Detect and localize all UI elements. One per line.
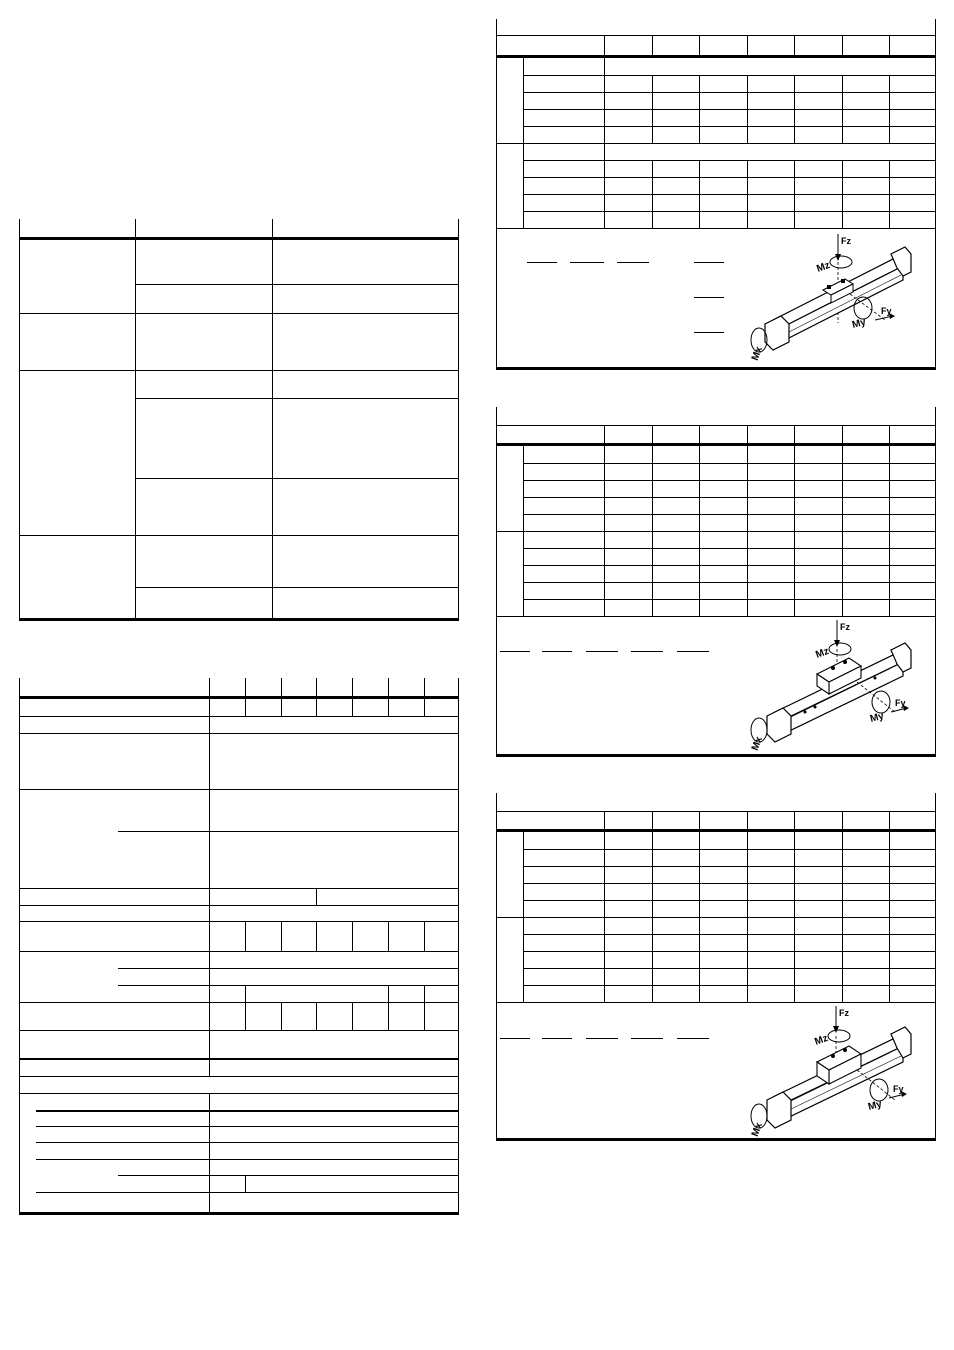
mz-label: Mz — [813, 1032, 830, 1048]
fz-label: Fz — [839, 1008, 849, 1018]
my-label: My — [868, 710, 886, 725]
mx-label: Mx — [749, 1121, 765, 1138]
fy-label: Fy — [895, 698, 906, 708]
mz-label: Mz — [814, 645, 831, 661]
linear-drive-load-diagram-3 — [745, 1002, 935, 1138]
mx-label: Mx — [749, 735, 765, 753]
my-label: My — [866, 1098, 884, 1113]
fz-label: Fz — [840, 622, 850, 632]
mx-label: Mx — [749, 345, 765, 363]
fy-label: Fy — [881, 306, 892, 316]
fy-label: Fy — [893, 1084, 904, 1094]
fz-label: Fz — [841, 236, 851, 246]
my-label: My — [850, 316, 868, 331]
mz-label: Mz — [815, 259, 832, 275]
